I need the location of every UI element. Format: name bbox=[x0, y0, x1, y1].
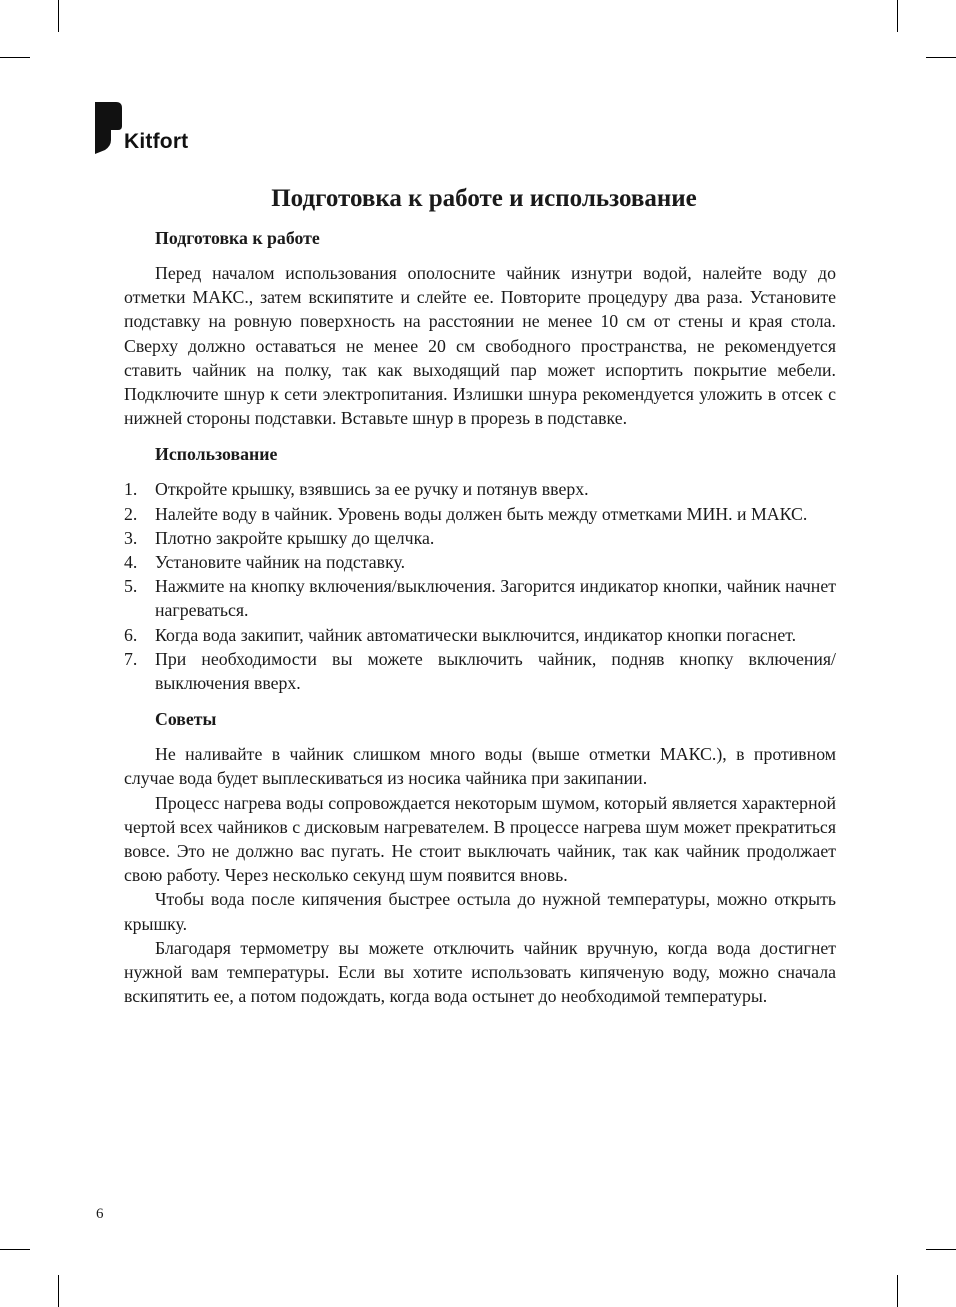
crop-mark-top-right-vertical bbox=[897, 0, 898, 32]
crop-mark-top-left-vertical bbox=[58, 0, 59, 32]
list-item bbox=[124, 550, 836, 574]
section-heading-tips: Советы bbox=[155, 709, 217, 730]
crop-mark-top-right-horizontal bbox=[926, 57, 956, 58]
step-number: 5. bbox=[124, 576, 138, 597]
crop-mark-top-left-horizontal bbox=[0, 57, 30, 58]
crop-mark-bottom-left-vertical bbox=[58, 1275, 59, 1307]
list-item bbox=[124, 477, 836, 501]
crop-mark-bottom-right-vertical bbox=[897, 1275, 898, 1307]
list-item bbox=[124, 502, 836, 526]
list-item bbox=[124, 623, 836, 647]
step-number: 4. bbox=[124, 552, 138, 573]
crop-mark-bottom-left-horizontal bbox=[0, 1249, 30, 1250]
step-text: Когда вода закипит, чайник автоматически выключится, индикатор кнопки погаснет. bbox=[155, 624, 797, 645]
document-body bbox=[124, 183, 836, 1008]
step-text: При необходимости вы можете выключить чайник, подняв кнопку включения/выключения вверх. bbox=[155, 648, 836, 694]
step-text: Откройте крышку, взявшись за ее ручку и потянув вверх. bbox=[155, 479, 589, 500]
step-number: 6. bbox=[124, 624, 138, 645]
step-text: Плотно закройте крышку до щелчка. bbox=[155, 527, 435, 548]
tips-paragraph: Процесс нагрева воды сопровождается некоторым шумом, который является характерной чертой всех чайников с дисковым нагревателем. В процессе нагрева шум может прекратиться вовсе. Это не должно вас пугать. Не стоит выключать чайник, так как чайник продолжает свою работу. Через несколько секунд шум появится вновь. bbox=[124, 792, 836, 886]
tips-paragraph: Чтобы вода после кипячения быстрее остыла до нужной температуры, можно открыть крышку. bbox=[124, 889, 836, 934]
list-item bbox=[124, 647, 836, 695]
brand-logo bbox=[92, 100, 222, 160]
list-item bbox=[124, 574, 836, 622]
list-item bbox=[124, 526, 836, 550]
step-text: Налейте воду в чайник. Уровень воды должен быть между отметками МИН. и МАКС. bbox=[155, 503, 808, 524]
step-number: 2. bbox=[124, 503, 138, 524]
brand-name: Kitfort bbox=[124, 130, 189, 153]
tips-paragraph: Благодаря термометру вы можете отключить чайник вручную, когда вода достигнет нужной вам температуры. Если вы хотите использовать кипяченую воду, можно сначала вскипятить ее, а потом подождать, когда вода остынет до необходимой температуры. bbox=[124, 937, 836, 1007]
step-text: Нажмите на кнопку включения/выключения. Загорится индикатор кнопки, чайник начнет нагреваться. bbox=[155, 576, 836, 621]
kitfort-logo-icon bbox=[92, 100, 124, 154]
page-number: 6 bbox=[96, 1206, 104, 1222]
step-number: 1. bbox=[124, 479, 138, 500]
section-heading-preparation: Подготовка к работе bbox=[155, 228, 320, 248]
tips-paragraph: Не наливайте в чайник слишком много воды (выше отметки МАКС.), в противном случае вода будет выплескиваться из носика чайника при закипании. bbox=[124, 744, 836, 789]
step-number: 3. bbox=[124, 527, 138, 548]
step-number: 7. bbox=[124, 648, 138, 669]
preparation-paragraph: Перед началом использования ополосните чайник изнутри водой, налейте воду до отметки МАКС., затем вскипятите и слейте ее. Повторите процедуру два раза. Установите подставку на ровную поверхность на расстоянии не менее 10 см от стены и края стола. Сверху должно оставаться не менее 20 см свободного пространства, не рекомендуется ставить чайник на полку, так как выходящий пар может испортить покрытие мебели. Подключите шнур к сети электропитания. Излишки шнура рекомендуется уложить в отсек с нижней стороны подставки. Вставьте шнур в прорезь в подставке. bbox=[124, 263, 836, 429]
usage-steps-list bbox=[124, 477, 836, 695]
section-heading-usage: Использование bbox=[155, 444, 278, 465]
crop-mark-bottom-right-horizontal bbox=[926, 1249, 956, 1250]
step-text: Установите чайник на подставку. bbox=[155, 552, 406, 573]
page-title: Подготовка к работе и использование bbox=[271, 185, 697, 212]
